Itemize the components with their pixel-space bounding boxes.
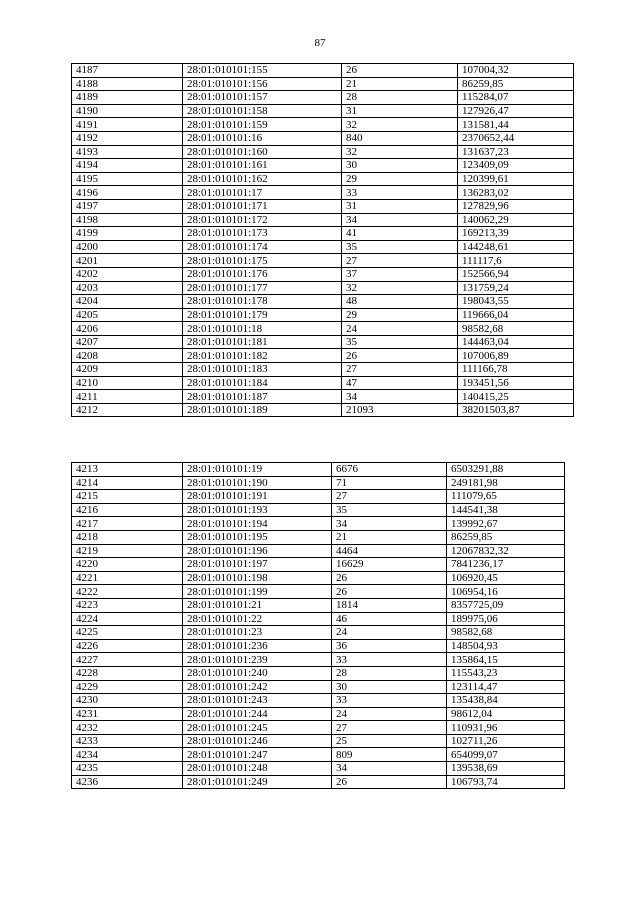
table-row [72, 145, 574, 159]
cadastral-value-cell: 107004,32 [458, 64, 574, 78]
area-cell: 34 [342, 213, 458, 227]
cadastral-number-cell: 28:01:010101:184 [183, 376, 342, 390]
cadastral-value-cell: 140415,25 [458, 390, 574, 404]
area-cell: 31 [342, 104, 458, 118]
area-cell: 4464 [332, 544, 447, 558]
area-cell: 28 [332, 666, 447, 680]
cadastral-value-cell: 115543,23 [447, 666, 565, 680]
row-number-cell: 4235 [72, 762, 183, 776]
table-row [72, 254, 574, 268]
row-number-cell: 4189 [72, 91, 183, 105]
table-row [72, 626, 565, 640]
area-cell: 26 [332, 585, 447, 599]
cadastral-number-cell: 28:01:010101:177 [183, 281, 342, 295]
cadastral-number-cell: 28:01:010101:239 [183, 653, 332, 667]
cadastral-value-cell: 144248,61 [458, 240, 574, 254]
cadastral-number-cell: 28:01:010101:156 [183, 77, 342, 91]
row-number-cell: 4221 [72, 571, 183, 585]
area-cell: 24 [342, 322, 458, 336]
cadastral-value-cell: 119666,04 [458, 308, 574, 322]
cadastral-number-cell: 28:01:010101:240 [183, 666, 332, 680]
area-cell: 34 [342, 390, 458, 404]
cadastral-number-cell: 28:01:010101:245 [183, 721, 332, 735]
table-row [72, 463, 565, 477]
cadastral-value-cell: 135864,15 [447, 653, 565, 667]
cadastral-number-cell: 28:01:010101:196 [183, 544, 332, 558]
row-number-cell: 4194 [72, 159, 183, 173]
cadastral-number-cell: 28:01:010101:195 [183, 530, 332, 544]
table-row [72, 308, 574, 322]
table-row [72, 77, 574, 91]
page-number: 87 [314, 37, 326, 49]
table-row [72, 503, 565, 517]
cadastral-value-cell: 144541,38 [447, 503, 565, 517]
row-number-cell: 4225 [72, 626, 183, 640]
row-number-cell: 4202 [72, 267, 183, 281]
area-cell: 26 [332, 571, 447, 585]
table-row [72, 544, 565, 558]
area-cell: 21 [332, 530, 447, 544]
cadastral-number-cell: 28:01:010101:174 [183, 240, 342, 254]
cadastral-number-cell: 28:01:010101:242 [183, 680, 332, 694]
cadastral-value-cell: 144463,04 [458, 335, 574, 349]
cadastral-value-cell: 38201503,87 [458, 403, 574, 417]
area-cell: 809 [332, 748, 447, 762]
table-row [72, 612, 565, 626]
area-cell: 34 [332, 762, 447, 776]
table-top-body [72, 64, 574, 417]
cadastral-number-cell: 28:01:010101:246 [183, 734, 332, 748]
cadastral-number-cell: 28:01:010101:248 [183, 762, 332, 776]
cadastral-number-cell: 28:01:010101:23 [183, 626, 332, 640]
cadastral-number-cell: 28:01:010101:189 [183, 403, 342, 417]
cadastral-number-cell: 28:01:010101:182 [183, 349, 342, 363]
table-bottom-body [72, 463, 565, 789]
area-cell: 27 [342, 363, 458, 377]
table-row [72, 598, 565, 612]
row-number-cell: 4211 [72, 390, 183, 404]
cadastral-number-cell: 28:01:010101:191 [183, 490, 332, 504]
cadastral-value-cell: 131759,24 [458, 281, 574, 295]
row-number-cell: 4206 [72, 322, 183, 336]
row-number-cell: 4198 [72, 213, 183, 227]
row-number-cell: 4212 [72, 403, 183, 417]
row-number-cell: 4232 [72, 721, 183, 735]
table-row [72, 748, 565, 762]
cadastral-number-cell: 28:01:010101:161 [183, 159, 342, 173]
area-cell: 26 [332, 775, 447, 789]
area-cell: 33 [342, 186, 458, 200]
row-number-cell: 4227 [72, 653, 183, 667]
row-number-cell: 4201 [72, 254, 183, 268]
table-row [72, 639, 565, 653]
table-row [72, 476, 565, 490]
area-cell: 27 [332, 490, 447, 504]
cadastral-number-cell: 28:01:010101:173 [183, 227, 342, 241]
area-cell: 47 [342, 376, 458, 390]
area-cell: 27 [342, 254, 458, 268]
area-cell: 31 [342, 199, 458, 213]
cadastral-number-cell: 28:01:010101:187 [183, 390, 342, 404]
cadastral-number-cell: 28:01:010101:244 [183, 707, 332, 721]
row-number-cell: 4222 [72, 585, 183, 599]
area-cell: 32 [342, 281, 458, 295]
cadastral-value-cell: 120399,61 [458, 172, 574, 186]
area-cell: 6676 [332, 463, 447, 477]
cadastral-number-cell: 28:01:010101:172 [183, 213, 342, 227]
row-number-cell: 4203 [72, 281, 183, 295]
row-number-cell: 4229 [72, 680, 183, 694]
cadastral-number-cell: 28:01:010101:194 [183, 517, 332, 531]
table-row [72, 721, 565, 735]
area-cell: 32 [342, 118, 458, 132]
table-row [72, 666, 565, 680]
cadastral-value-cell: 123409,09 [458, 159, 574, 173]
area-cell: 21093 [342, 403, 458, 417]
area-cell: 30 [332, 680, 447, 694]
area-cell: 28 [342, 91, 458, 105]
table-row [72, 172, 574, 186]
area-cell: 41 [342, 227, 458, 241]
area-cell: 16629 [332, 558, 447, 572]
table-row [72, 267, 574, 281]
cadastral-value-cell: 139992,67 [447, 517, 565, 531]
area-cell: 37 [342, 267, 458, 281]
row-number-cell: 4217 [72, 517, 183, 531]
cadastral-number-cell: 28:01:010101:198 [183, 571, 332, 585]
area-cell: 35 [342, 240, 458, 254]
row-number-cell: 4188 [72, 77, 183, 91]
area-cell: 29 [342, 308, 458, 322]
row-number-cell: 4223 [72, 598, 183, 612]
row-number-cell: 4209 [72, 363, 183, 377]
row-number-cell: 4230 [72, 694, 183, 708]
table-row [72, 734, 565, 748]
cadastral-number-cell: 28:01:010101:158 [183, 104, 342, 118]
cadastral-value-cell: 249181,98 [447, 476, 565, 490]
row-number-cell: 4215 [72, 490, 183, 504]
cadastral-number-cell: 28:01:010101:171 [183, 199, 342, 213]
cadastral-value-cell: 152566,94 [458, 267, 574, 281]
cadastral-number-cell: 28:01:010101:183 [183, 363, 342, 377]
table-row [72, 762, 565, 776]
table-row [72, 707, 565, 721]
table-row [72, 376, 574, 390]
cadastral-value-cell: 86259,85 [447, 530, 565, 544]
cadastral-number-cell: 28:01:010101:160 [183, 145, 342, 159]
table-row [72, 213, 574, 227]
row-number-cell: 4231 [72, 707, 183, 721]
cadastral-value-cell: 12067832,32 [447, 544, 565, 558]
area-cell: 30 [342, 159, 458, 173]
row-number-cell: 4187 [72, 64, 183, 78]
table-row [72, 118, 574, 132]
table-row [72, 349, 574, 363]
cadastral-number-cell: 28:01:010101:193 [183, 503, 332, 517]
table-row [72, 199, 574, 213]
row-number-cell: 4219 [72, 544, 183, 558]
area-cell: 21 [342, 77, 458, 91]
row-number-cell: 4228 [72, 666, 183, 680]
cadastral-value-cell: 135438,84 [447, 694, 565, 708]
table-row [72, 322, 574, 336]
area-cell: 26 [342, 349, 458, 363]
cadastral-value-cell: 193451,56 [458, 376, 574, 390]
table-row [72, 694, 565, 708]
area-cell: 33 [332, 653, 447, 667]
cadastral-value-cell: 86259,85 [458, 77, 574, 91]
cadastral-value-cell: 2370652,44 [458, 131, 574, 145]
cadastral-value-cell: 189975,06 [447, 612, 565, 626]
cadastral-number-cell: 28:01:010101:243 [183, 694, 332, 708]
table-row [72, 335, 574, 349]
cadastral-value-cell: 8357725,09 [447, 598, 565, 612]
cadastral-value-cell: 98612,04 [447, 707, 565, 721]
cadastral-number-cell: 28:01:010101:247 [183, 748, 332, 762]
row-number-cell: 4199 [72, 227, 183, 241]
row-number-cell: 4207 [72, 335, 183, 349]
cadastral-number-cell: 28:01:010101:178 [183, 295, 342, 309]
cadastral-value-cell: 111079,65 [447, 490, 565, 504]
cadastral-number-cell: 28:01:010101:162 [183, 172, 342, 186]
table-row [72, 490, 565, 504]
table-row [72, 363, 574, 377]
table-row [72, 295, 574, 309]
cadastral-number-cell: 28:01:010101:18 [183, 322, 342, 336]
row-number-cell: 4213 [72, 463, 183, 477]
cadastral-number-cell: 28:01:010101:19 [183, 463, 332, 477]
area-cell: 35 [332, 503, 447, 517]
area-cell: 27 [332, 721, 447, 735]
row-number-cell: 4226 [72, 639, 183, 653]
table-row [72, 131, 574, 145]
cadastral-number-cell: 28:01:010101:17 [183, 186, 342, 200]
area-cell: 46 [332, 612, 447, 626]
row-number-cell: 4205 [72, 308, 183, 322]
cadastral-value-cell: 169213,39 [458, 227, 574, 241]
table-row [72, 571, 565, 585]
table-row [72, 186, 574, 200]
row-number-cell: 4216 [72, 503, 183, 517]
table-row [72, 64, 574, 78]
cadastral-number-cell: 28:01:010101:21 [183, 598, 332, 612]
row-number-cell: 4197 [72, 199, 183, 213]
area-cell: 24 [332, 626, 447, 640]
area-cell: 48 [342, 295, 458, 309]
table-row [72, 159, 574, 173]
area-cell: 71 [332, 476, 447, 490]
table-row [72, 585, 565, 599]
cadastral-value-cell: 7841236,17 [447, 558, 565, 572]
row-number-cell: 4190 [72, 104, 183, 118]
cadastral-value-cell: 106793,74 [447, 775, 565, 789]
table-row [72, 104, 574, 118]
cadastral-number-cell: 28:01:010101:249 [183, 775, 332, 789]
cadastral-value-cell: 136283,02 [458, 186, 574, 200]
row-number-cell: 4192 [72, 131, 183, 145]
cadastral-number-cell: 28:01:010101:157 [183, 91, 342, 105]
row-number-cell: 4236 [72, 775, 183, 789]
cadastral-value-cell: 106920,45 [447, 571, 565, 585]
cadastral-value-cell: 131581,44 [458, 118, 574, 132]
cadastral-number-cell: 28:01:010101:190 [183, 476, 332, 490]
cadastral-value-cell: 139538,69 [447, 762, 565, 776]
row-number-cell: 4208 [72, 349, 183, 363]
area-cell: 32 [342, 145, 458, 159]
cadastral-number-cell: 28:01:010101:175 [183, 254, 342, 268]
cadastral-value-cell: 123114,47 [447, 680, 565, 694]
cadastral-value-cell: 98582,68 [447, 626, 565, 640]
cadastral-value-cell: 140062,29 [458, 213, 574, 227]
cadastral-value-cell: 111117,6 [458, 254, 574, 268]
cadastral-value-cell: 6503291,88 [447, 463, 565, 477]
cadastral-table-bottom [71, 462, 565, 789]
row-number-cell: 4210 [72, 376, 183, 390]
cadastral-value-cell: 106954,16 [447, 585, 565, 599]
cadastral-number-cell: 28:01:010101:176 [183, 267, 342, 281]
table-row [72, 775, 565, 789]
cadastral-number-cell: 28:01:010101:159 [183, 118, 342, 132]
row-number-cell: 4234 [72, 748, 183, 762]
row-number-cell: 4196 [72, 186, 183, 200]
area-cell: 26 [342, 64, 458, 78]
table-row [72, 227, 574, 241]
cadastral-table-top [71, 63, 574, 417]
table-row [72, 240, 574, 254]
table-row [72, 680, 565, 694]
table-row [72, 517, 565, 531]
table-row [72, 281, 574, 295]
cadastral-value-cell: 131637,23 [458, 145, 574, 159]
row-number-cell: 4200 [72, 240, 183, 254]
cadastral-number-cell: 28:01:010101:236 [183, 639, 332, 653]
table-row [72, 403, 574, 417]
cadastral-number-cell: 28:01:010101:16 [183, 131, 342, 145]
cadastral-number-cell: 28:01:010101:181 [183, 335, 342, 349]
row-number-cell: 4191 [72, 118, 183, 132]
row-number-cell: 4224 [72, 612, 183, 626]
area-cell: 25 [332, 734, 447, 748]
cadastral-value-cell: 198043,55 [458, 295, 574, 309]
table-row [72, 558, 565, 572]
cadastral-value-cell: 107006,89 [458, 349, 574, 363]
table-row [72, 530, 565, 544]
cadastral-value-cell: 127926,47 [458, 104, 574, 118]
cadastral-number-cell: 28:01:010101:197 [183, 558, 332, 572]
cadastral-number-cell: 28:01:010101:179 [183, 308, 342, 322]
cadastral-value-cell: 148504,93 [447, 639, 565, 653]
cadastral-value-cell: 102711,26 [447, 734, 565, 748]
cadastral-value-cell: 111166,78 [458, 363, 574, 377]
cadastral-number-cell: 28:01:010101:22 [183, 612, 332, 626]
table-row [72, 91, 574, 105]
area-cell: 33 [332, 694, 447, 708]
area-cell: 29 [342, 172, 458, 186]
cadastral-value-cell: 110931,96 [447, 721, 565, 735]
cadastral-value-cell: 115284,07 [458, 91, 574, 105]
row-number-cell: 4233 [72, 734, 183, 748]
row-number-cell: 4218 [72, 530, 183, 544]
cadastral-value-cell: 98582,68 [458, 322, 574, 336]
table-row [72, 390, 574, 404]
area-cell: 36 [332, 639, 447, 653]
row-number-cell: 4204 [72, 295, 183, 309]
cadastral-number-cell: 28:01:010101:199 [183, 585, 332, 599]
area-cell: 840 [342, 131, 458, 145]
area-cell: 1814 [332, 598, 447, 612]
table-row [72, 653, 565, 667]
cadastral-number-cell: 28:01:010101:155 [183, 64, 342, 78]
cadastral-value-cell: 654099,07 [447, 748, 565, 762]
row-number-cell: 4195 [72, 172, 183, 186]
area-cell: 34 [332, 517, 447, 531]
area-cell: 35 [342, 335, 458, 349]
row-number-cell: 4220 [72, 558, 183, 572]
row-number-cell: 4193 [72, 145, 183, 159]
cadastral-value-cell: 127829,96 [458, 199, 574, 213]
row-number-cell: 4214 [72, 476, 183, 490]
area-cell: 24 [332, 707, 447, 721]
